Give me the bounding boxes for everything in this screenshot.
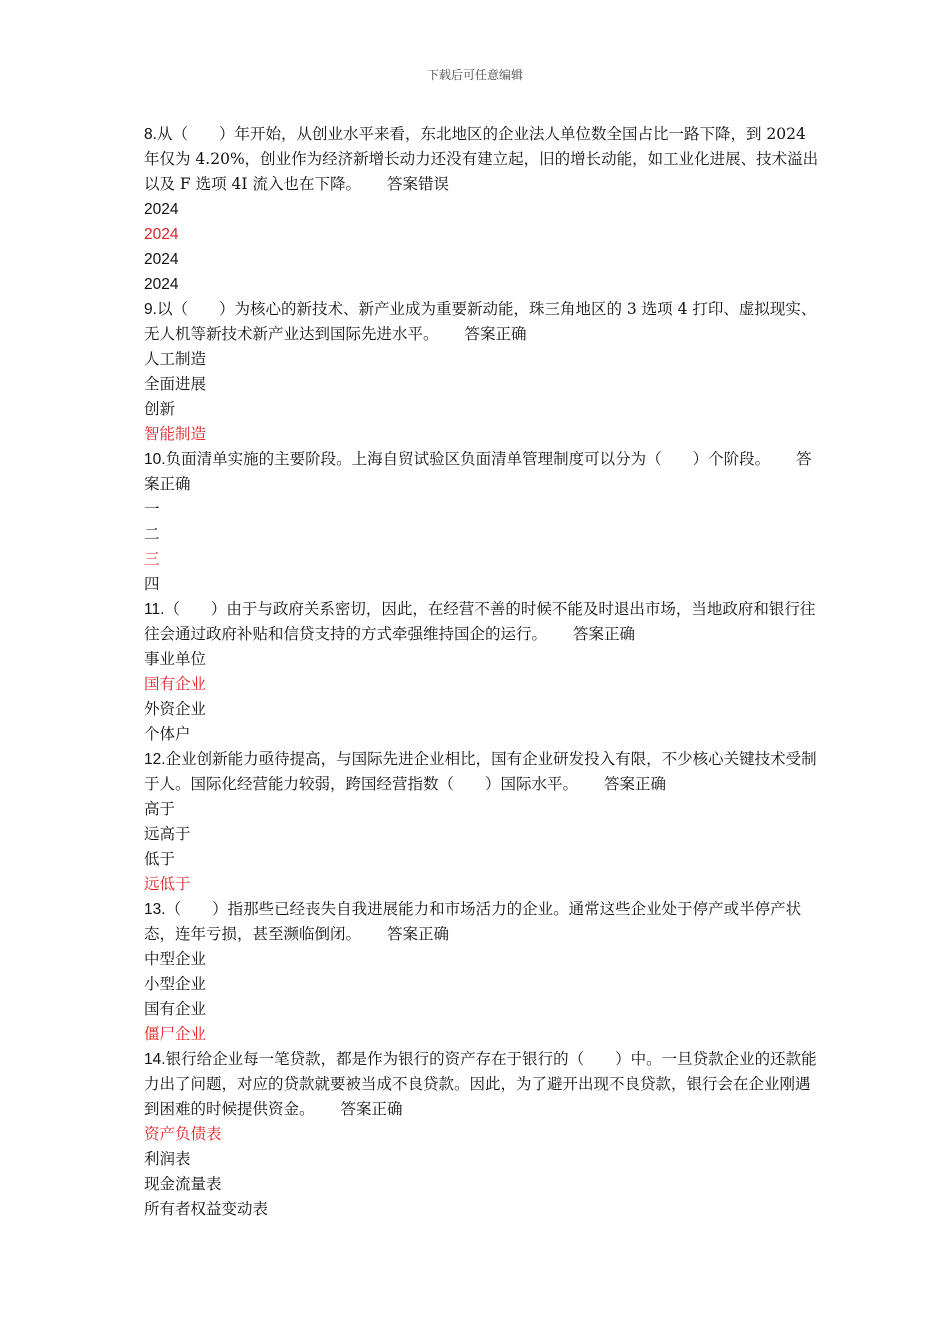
answer-option: 2024 <box>144 201 179 218</box>
answer-option: 一 <box>144 500 160 518</box>
answer-option: 现金流量表 <box>144 1175 222 1193</box>
question-block <box>144 447 820 597</box>
question-text <box>144 122 820 197</box>
question-stem: 以（ ）为核心的新技术、新产业成为重要新动能，珠三角地区的 3 选项 4 打印、虚拟现实、无人机等新技术新产业达到国际先进水平。 <box>144 300 817 343</box>
question-number: 13. <box>144 901 166 918</box>
question-text <box>144 897 820 947</box>
answer-option: 2024 <box>144 276 179 293</box>
correct-option: 资产负债表 <box>144 1125 222 1143</box>
question-stem: （ ）指那些已经丧失自我进展能力和市场活力的企业。通常这些企业处于停产或半停产状态，连年亏损，甚至濒临倒闭。 <box>144 900 802 943</box>
answer-option: 低于 <box>144 850 176 868</box>
correct-option: 2024 <box>144 226 179 243</box>
question-text <box>144 747 820 797</box>
answer-option: 所有者权益变动表 <box>144 1200 269 1218</box>
correct-option: 僵尸企业 <box>144 1025 207 1043</box>
answer-option: 远高于 <box>144 825 191 843</box>
question-block <box>144 122 820 297</box>
correct-option: 国有企业 <box>144 675 207 693</box>
answer-status: 答案错误 <box>386 175 449 193</box>
answer-option: 全面进展 <box>144 375 207 393</box>
question-text <box>144 447 820 497</box>
answer-status: 答案正确 <box>387 925 450 943</box>
question-stem: （ ）由于与政府关系密切，因此，在经营不善的时候不能及时退出市场，当地政府和银行往往会通过政府补贴和信贷支持的方式牵强维持国企的运行。 <box>144 600 816 643</box>
answer-option: 国有企业 <box>144 1000 207 1018</box>
correct-option: 智能制造 <box>144 425 207 443</box>
answer-option: 事业单位 <box>144 650 207 668</box>
question-text <box>144 1047 820 1122</box>
answer-option: 2024 <box>144 251 179 268</box>
answer-option: 人工制造 <box>144 350 207 368</box>
question-block <box>144 1047 820 1222</box>
answer-status: 答案正确 <box>604 775 667 793</box>
answer-option: 高于 <box>144 800 176 818</box>
question-stem: 负面清单实施的主要阶段。上海自贸试验区负面清单管理制度可以分为（ ）个阶段。 <box>165 450 771 468</box>
question-number: 11. <box>144 601 165 618</box>
answer-option: 中型企业 <box>144 950 207 968</box>
question-block <box>144 297 820 447</box>
answer-option: 创新 <box>144 400 176 418</box>
question-text <box>144 597 820 647</box>
question-stem: 企业创新能力亟待提高，与国际先进企业相比，国有企业研发投入有限，不少核心关键技术受制于人。国际化经营能力较弱，跨国经营指数（ ）国际水平。 <box>144 750 817 793</box>
answer-option: 二 <box>144 525 160 543</box>
question-number: 14. <box>144 1051 166 1068</box>
answer-option: 四 <box>144 575 160 593</box>
answer-option: 利润表 <box>144 1150 191 1168</box>
question-stem: 银行给企业每一笔贷款，都是作为银行的资产存在于银行的（ ）中。一旦贷款企业的还款能力出了问题，对应的贷款就要被当成不良贷款。因此，为了避开出现不良贷款，银行会在企业刚遇到困难的时候提供资金。 <box>144 1050 817 1118</box>
question-text <box>144 297 820 347</box>
question-block <box>144 597 820 747</box>
correct-option: 远低于 <box>144 875 191 893</box>
answer-option: 小型企业 <box>144 975 207 993</box>
question-number: 12. <box>144 751 166 768</box>
question-block <box>144 897 820 1047</box>
question-block <box>144 747 820 897</box>
page-header: 下载后可任意编辑 <box>426 68 523 82</box>
question-list <box>144 122 820 1222</box>
question-stem: 从（ ）年开始，从创业水平来看，东北地区的企业法人单位数全国占比一路下降，到 2024 年仅为 4.20%，创业作为经济新增长动力还没有建立起，旧的增长动能，如工业化进展、技术溢出以及 F 选项 4I 流入也在下降。 <box>144 125 819 193</box>
question-number: 9. <box>144 301 157 318</box>
question-number: 8. <box>144 126 157 143</box>
correct-option: 三 <box>144 550 160 568</box>
answer-option: 外资企业 <box>144 700 207 718</box>
answer-status: 答案正确 <box>340 1100 403 1118</box>
question-number: 10. <box>144 451 166 468</box>
answer-status: 答案正确 <box>464 325 527 343</box>
answer-option: 个体户 <box>144 725 191 743</box>
answer-status: 答案正确 <box>573 625 636 643</box>
answer-status: 答案正确 <box>144 450 812 493</box>
